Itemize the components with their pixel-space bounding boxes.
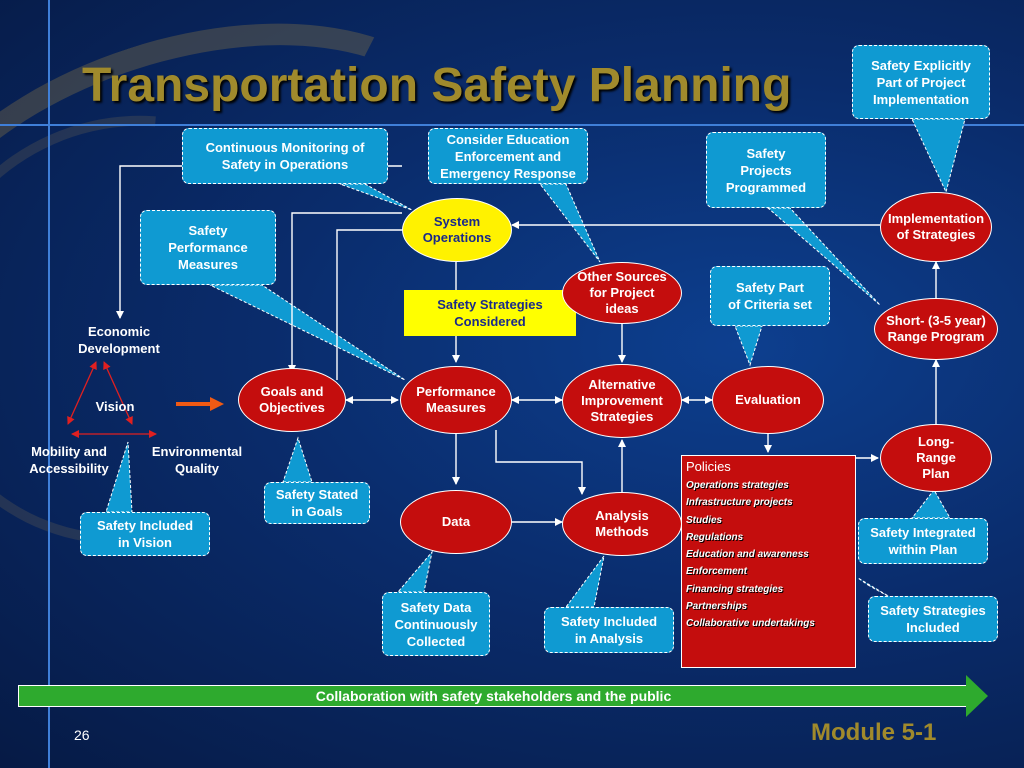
node-data: Data — [400, 490, 512, 554]
callout-safety-strategies-included: Safety Strategies Included — [868, 596, 998, 642]
module-label: Module 5-1 — [811, 719, 937, 746]
page-number: 26 — [74, 727, 90, 743]
callout-safety-part-criteria: Safety Part of Criteria set — [710, 266, 830, 326]
label-environmental-quality: Environmental Quality — [151, 444, 243, 476]
tail-safety-analysis — [566, 556, 604, 607]
callout-continuous-monitoring: Continuous Monitoring of Safety in Operations — [182, 128, 388, 184]
callout-safety-projects-programmed: Safety Projects Programmed — [706, 132, 826, 208]
node-long-range-plan: Long- Range Plan — [880, 424, 992, 492]
tail-safety-integrated — [912, 490, 950, 518]
node-other-sources: Other Sources for Project ideas — [562, 262, 682, 324]
tail-safety-performance — [210, 285, 405, 380]
policy-item: Financing strategies — [686, 583, 784, 595]
callout-safety-performance-measures: Safety Performance Measures — [140, 210, 276, 285]
callout-safety-data-collected: Safety Data Continuously Collected — [382, 592, 490, 656]
node-performance-measures: Performance Measures — [400, 366, 512, 434]
tail-consider-education — [540, 184, 600, 262]
tail-safety-criteria — [735, 326, 762, 365]
label-mobility-accessibility: Mobility and Accessibility — [29, 444, 109, 476]
policy-item: Education and awareness — [686, 549, 809, 561]
orange-arrow-icon — [176, 397, 224, 411]
tail-safety-goals — [283, 438, 312, 482]
callout-safety-included-analysis: Safety Included in Analysis — [544, 607, 674, 653]
node-evaluation: Evaluation — [712, 366, 824, 434]
policy-item: Operations strategies — [686, 480, 789, 491]
node-goals-objectives: Goals and Objectives — [238, 368, 346, 432]
policies-list — [686, 477, 851, 633]
policies-heading: Policies — [686, 459, 731, 474]
tail-safety-data — [398, 552, 432, 592]
node-alternative-strategies: Alternative Improvement Strategies — [562, 364, 682, 438]
policy-item: Partnerships — [686, 601, 748, 613]
label-vision: Vision — [95, 399, 135, 414]
policies-box — [681, 455, 856, 668]
slide-title: Transportation Safety Planning — [82, 59, 792, 112]
policy-item: Regulations — [686, 531, 744, 543]
policy-item: Infrastructure projects — [686, 497, 793, 509]
node-short-range-program: Short- (3-5 year) Range Program — [874, 298, 998, 360]
callout-safety-included-vision: Safety Included in Vision — [80, 512, 210, 556]
banner-arrow-icon — [966, 675, 988, 717]
node-analysis-methods: Analysis Methods — [562, 492, 682, 556]
collaboration-banner: Collaboration with safety stakeholders and the public — [18, 685, 968, 707]
safety-strategies-considered-box: Safety Strategies Considered — [404, 290, 576, 336]
tail-safety-explicitly — [912, 119, 965, 192]
label-economic-development: Economic Development — [78, 324, 160, 356]
node-implementation: Implementation of Strategies — [880, 192, 992, 262]
callout-consider-education: Consider Education Enforcement and Emergency Response — [428, 128, 588, 184]
policy-item: Collaborative undertakings — [686, 618, 815, 630]
tail-continuous-monitoring — [340, 184, 412, 210]
policy-item: Enforcement — [686, 566, 748, 578]
policy-item: Studies — [686, 514, 723, 526]
callout-safety-explicitly: Safety Explicitly Part of Project Implementation — [852, 45, 990, 119]
callout-safety-integrated-plan: Safety Integrated within Plan — [858, 518, 988, 564]
node-system-operations: System Operations — [402, 198, 512, 262]
callout-safety-stated-goals: Safety Stated in Goals — [264, 482, 370, 524]
